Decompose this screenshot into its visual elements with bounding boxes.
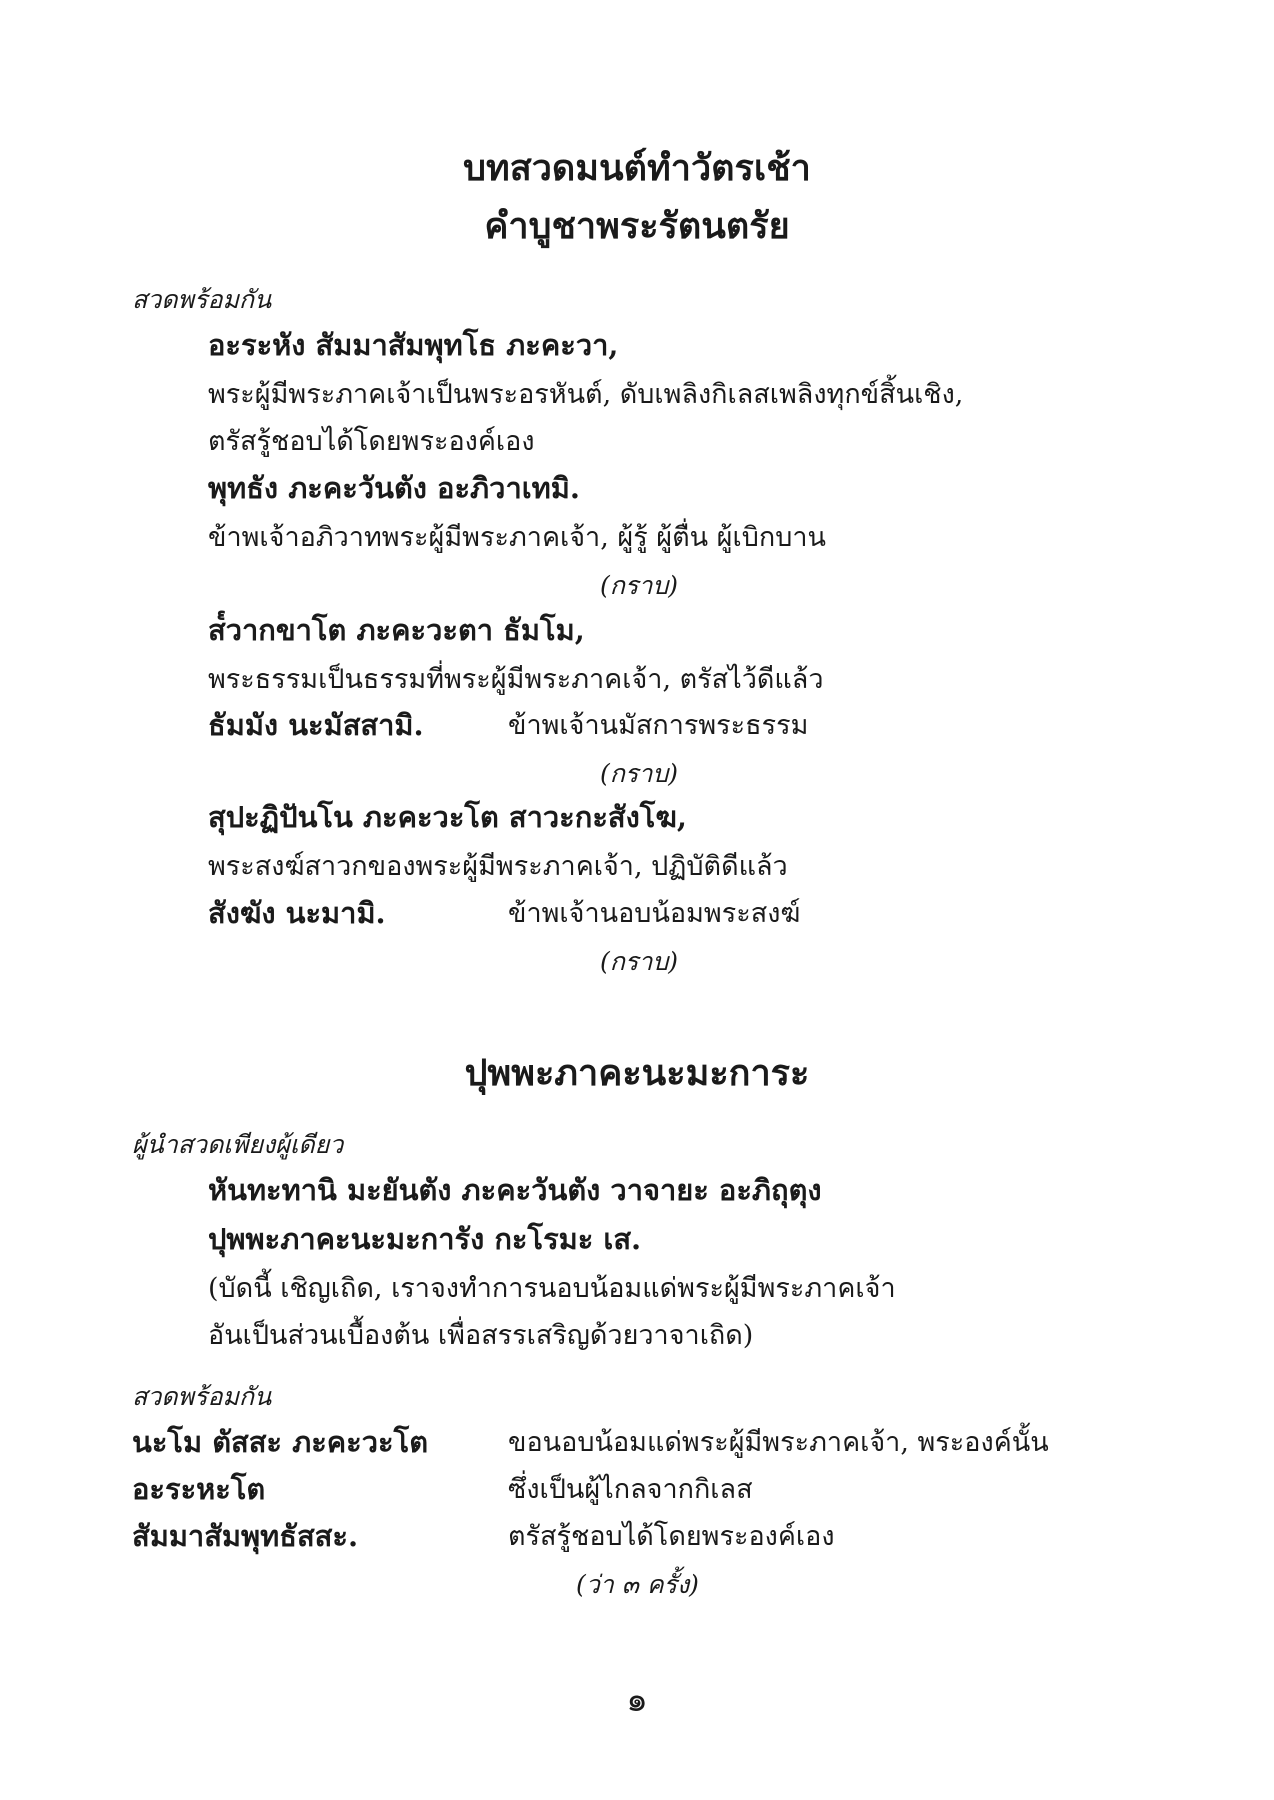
section-subtitle: คำบูชาพระรัตนตรัย <box>484 205 790 247</box>
bow-note: (กราบ) <box>600 759 678 788</box>
thai-translation: ตรัสรู้ชอบได้โดยพระองค์เอง <box>208 426 535 457</box>
thai-translation: ข้าพเจ้าอภิวาทพระผู้มีพระภาคเจ้า, ผู้รู้ ผู้ตื่น ผู้เบิกบาน <box>208 522 826 553</box>
thai-translation: ข้าพเจ้านมัสการพระธรรม <box>508 710 809 741</box>
page-title: บทสวดมนต์ทำวัตรเช้า <box>463 147 811 189</box>
thai-translation: พระผู้มีพระภาคเจ้าเป็นพระอรหันต์, ดับเพลิงกิเลสเพลิงทุกข์สิ้นเชิง, <box>208 379 964 410</box>
pali-verse: สังฆัง นะมามิ. <box>208 896 386 930</box>
pali-verse: ส๎วากขาโต ภะคะวะตา ธัมโม, <box>208 613 585 647</box>
thai-translation: ซึ่งเป็นผู้ไกลจากกิเลส <box>508 1474 753 1505</box>
pali-verse: อะระหะโต <box>132 1472 266 1506</box>
page-number: ๑ <box>626 1680 648 1720</box>
pali-verse: อะระหัง สัมมาสัมพุทโธ ภะคะวา, <box>208 328 619 362</box>
instruction-text: สวดพร้อมกัน <box>132 285 272 314</box>
instruction-text: สวดพร้อมกัน <box>132 1382 272 1411</box>
pali-verse: ปุพพะภาคะนะมะการัง กะโรมะ เส. <box>208 1222 642 1256</box>
pali-verse: สุปะฏิปันโน ภะคะวะโต สาวะกะสังโฆ, <box>208 800 687 834</box>
thai-translation: ขอนอบน้อมแด่พระผู้มีพระภาคเจ้า, พระองค์นั้น <box>508 1427 1049 1458</box>
thai-translation: ข้าพเจ้านอบน้อมพระสงฆ์ <box>508 898 801 929</box>
thai-translation: อันเป็นส่วนเบื้องต้น เพื่อสรรเสริญด้วยวาจาเถิด) <box>208 1320 754 1351</box>
instruction-text: ผู้นำสวดเพียงผู้เดียว <box>132 1130 344 1159</box>
bow-note: (กราบ) <box>600 571 678 600</box>
section-title: ปุพพะภาคะนะมะการะ <box>464 1052 810 1094</box>
repeat-note: (ว่า ๓ ครั้ง) <box>576 1570 699 1599</box>
pali-verse: สัมมาสัมพุทธัสสะ. <box>132 1519 359 1553</box>
thai-translation: พระสงฆ์สาวกของพระผู้มีพระภาคเจ้า, ปฏิบัติดีแล้ว <box>208 851 788 882</box>
pali-verse: พุทธัง ภะคะวันตัง อะภิวาเทมิ. <box>208 471 580 505</box>
pali-verse: หันทะทานิ มะยันตัง ภะคะวันตัง วาจายะ อะภิถุตุง <box>208 1173 822 1207</box>
pali-verse: ธัมมัง นะมัสสามิ. <box>208 708 424 742</box>
pali-verse: นะโม ตัสสะ ภะคะวะโต <box>132 1425 429 1459</box>
bow-note: (กราบ) <box>600 947 678 976</box>
thai-translation: ตรัสรู้ชอบได้โดยพระองค์เอง <box>508 1521 835 1552</box>
thai-translation: พระธรรมเป็นธรรมที่พระผู้มีพระภาคเจ้า, ตรัสไว้ดีแล้ว <box>208 664 824 695</box>
thai-translation: (บัดนี้ เชิญเถิด, เราจงทำการนอบน้อมแด่พระผู้มีพระภาคเจ้า <box>208 1273 896 1304</box>
